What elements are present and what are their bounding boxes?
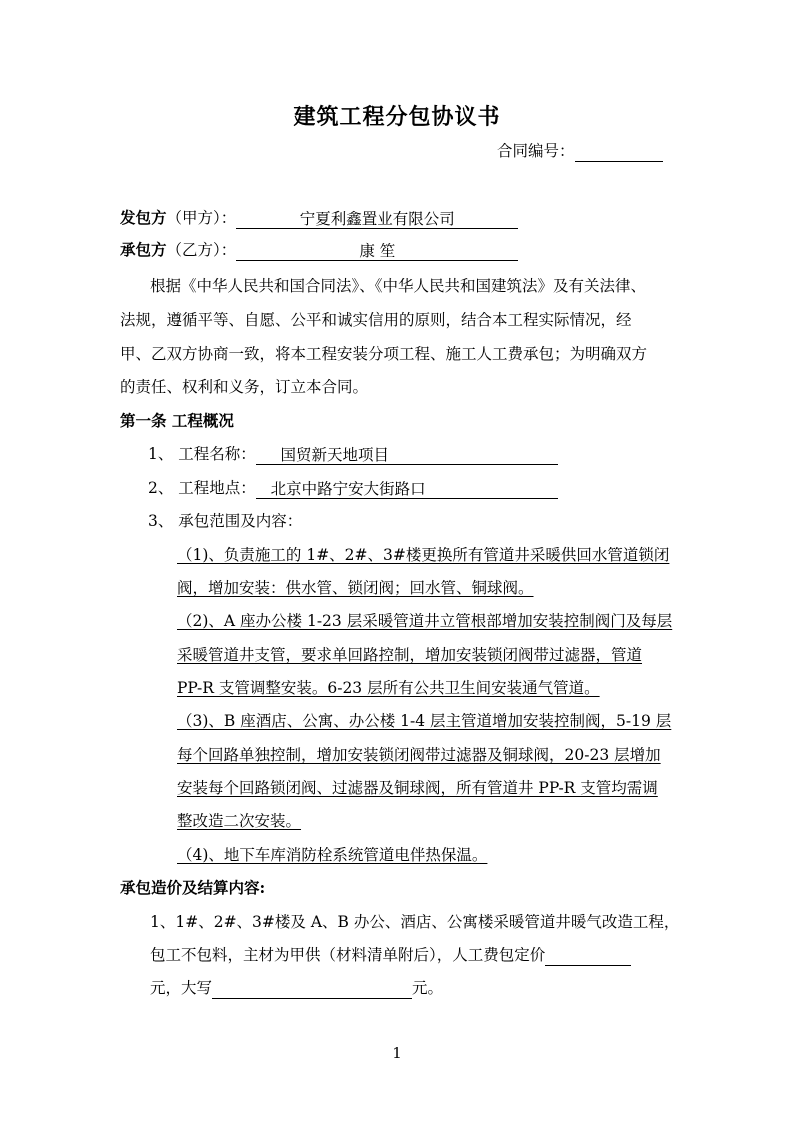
price-words-prefix: 元，大写 — [150, 979, 213, 997]
page-number: 1 — [392, 1044, 402, 1062]
contract-number-row — [497, 140, 663, 162]
price-words-suffix: 元。 — [412, 979, 444, 997]
scope-line: （1)、负责施工的 1#、2#、3#楼更换所有管道井采暖供回水管道锁闭 — [177, 546, 670, 564]
party-b-label: 承包方 — [120, 240, 167, 259]
intro-line: 根据《中华人民共和国合同法》、《中华人民共和国建筑法》及有关法律、 — [150, 277, 647, 295]
scope-line: 安装每个回路锁闭阀、过滤器及铜球阀，所有管道井 PP-R 支管均需调 — [177, 779, 658, 797]
document-title: 建筑工程分包协议书 — [293, 104, 501, 130]
scope-label: 3、 承包范围及内容： — [148, 512, 303, 530]
scope-line: PP-R 支管调整安装。6-23 层所有公共卫生间安装通气管道。 — [177, 679, 600, 697]
party-b-row — [120, 239, 518, 261]
price-heading: 承包造价及结算内容: — [120, 878, 266, 897]
scope-line: 整改造二次安装。 — [177, 812, 302, 830]
intro-line: 甲、乙双方协商一致，将本工程安装分项工程、施工人工费承包；为明确双方 — [120, 345, 648, 363]
party-b-label-suffix: （乙方）： — [166, 241, 237, 259]
intro-line: 法规，遵循平等、自愿、公平和诚实信用的原则，结合本工程实际情况，经 — [120, 311, 632, 329]
project-name-row — [148, 443, 558, 465]
project-location-label: 2、 工程地点： — [148, 479, 256, 497]
project-name-value — [256, 444, 558, 465]
contract-number-label: 合同编号： — [497, 142, 575, 160]
project-name-label: 1、 工程名称： — [148, 445, 256, 463]
scope-line: 阀，增加安装：供水管、锁闭阀；回水管、铜球阀。 — [177, 579, 534, 597]
article-1-heading: 第一条 工程概况 — [120, 411, 234, 430]
scope-line: （2)、A 座办公楼 1-23 层采暖管道井立管根部增加安装控制阀门及每层 — [177, 612, 673, 630]
price-line: 1、1#、2#、3#楼及 A、B 办公、酒店、公寓楼采暖管道井暖气改造工程， — [150, 913, 680, 931]
price-line-with-blank — [150, 944, 631, 966]
intro-line: 的责任、权利和义务，订立本合同。 — [120, 378, 369, 396]
scope-line: 采暖管道井支管，要求单回路控制，增加安装锁闭阀带过滤器，管道 — [177, 646, 643, 664]
project-location-text: 北京中路宁安大街路口 — [270, 480, 426, 498]
price-words-blank[interactable] — [212, 978, 412, 999]
party-a-value: 宁夏利鑫置业有限公司 — [236, 208, 518, 229]
party-a-row — [120, 207, 518, 229]
project-location-row — [148, 477, 558, 499]
party-a-label-suffix: （甲方）： — [166, 209, 237, 227]
party-a-label: 发包方 — [120, 208, 167, 227]
party-b-value: 康 笙 — [236, 240, 518, 261]
project-name-text: 国贸新天地项目 — [280, 446, 389, 464]
price-words-row — [150, 977, 443, 999]
price-amount-blank[interactable] — [545, 945, 631, 966]
contract-number-blank[interactable] — [575, 141, 663, 162]
scope-line: 每个回路单独控制，增加安装锁闭阀带过滤器及铜球阀，20-23 层增加 — [177, 746, 661, 764]
price-line: 包工不包料，主材为甲供（材料清单附后），人工费包定价 — [150, 946, 546, 964]
project-location-value — [256, 478, 558, 499]
scope-line: （3)、B 座酒店、公寓、办公楼 1-4 层主管道增加安装控制阀，5-19 层 — [177, 712, 672, 730]
scope-line: （4)、地下车库消防栓系统管道电伴热保温。 — [177, 846, 488, 864]
